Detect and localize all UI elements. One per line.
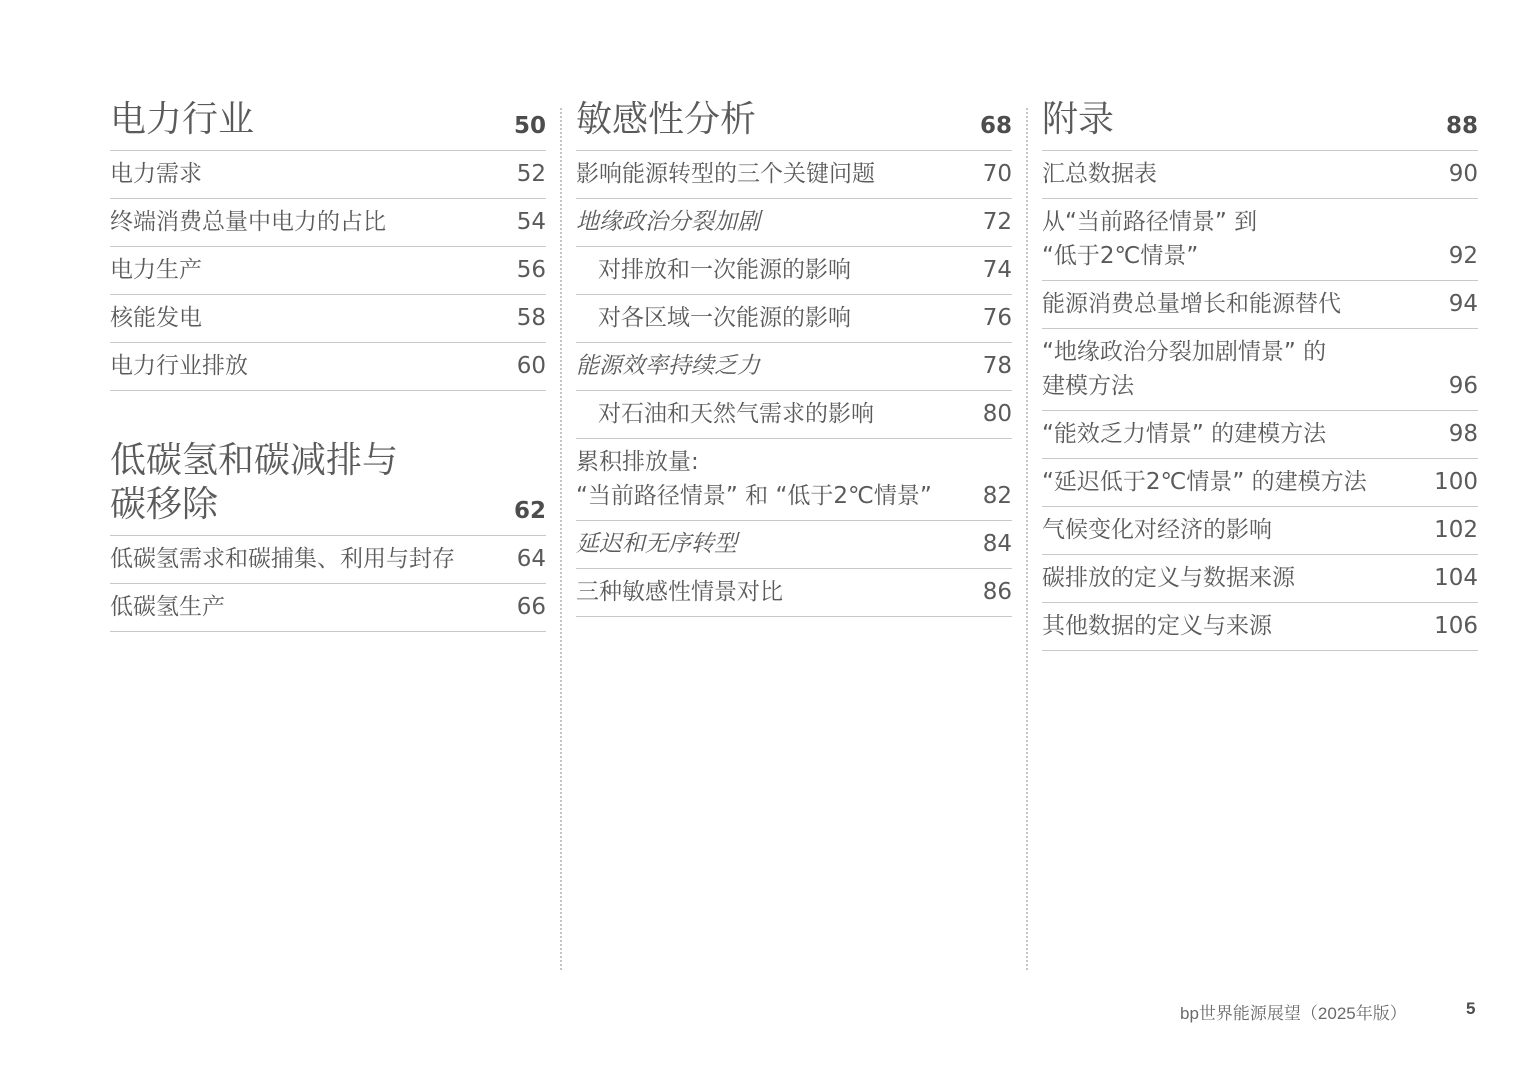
toc-entry-label: 对石油和天然气需求的影响 [598, 401, 874, 427]
toc-entry [110, 295, 546, 343]
toc-entry-label: 三种敏感性情景对比 [576, 579, 783, 605]
toc-entry-page-number: 74 [982, 257, 1012, 283]
toc-entry-page-number: 58 [516, 305, 546, 331]
toc-entry [576, 521, 1012, 569]
toc-entry-page-number: 78 [982, 353, 1012, 379]
toc-entry [576, 569, 1012, 617]
toc-entry [1042, 151, 1478, 199]
toc-entry [576, 151, 1012, 199]
toc-section [110, 98, 546, 391]
section-heading [110, 439, 546, 536]
toc-entry [1042, 281, 1478, 329]
toc-entry-label: “延迟低于2℃情景” 的建模方法 [1042, 469, 1367, 495]
toc-entry [1042, 507, 1478, 555]
footer-page-number: 5 [1466, 999, 1476, 1018]
toc-entry-page-number: 72 [982, 209, 1012, 235]
toc-entry-page-number: 80 [982, 401, 1012, 427]
toc-entry-label: 低碳氢需求和碳捕集、利用与封存 [110, 546, 455, 572]
column-divider [560, 108, 562, 970]
toc-column-2 [576, 98, 1012, 617]
toc-entry [110, 151, 546, 199]
toc-entry [576, 247, 1012, 295]
toc-entry-label: 能源效率持续乏力 [576, 353, 760, 379]
toc-entry-label: 其他数据的定义与来源 [1042, 613, 1272, 639]
section-page-number: 88 [1445, 113, 1478, 139]
section-page-number: 68 [979, 113, 1012, 139]
toc-column-1 [110, 98, 546, 632]
toc-entry-label: 从“当前路径情景” 到 “低于2℃情景” [1042, 209, 1258, 269]
toc-entry [110, 584, 546, 632]
toc-entry-page-number: 100 [1434, 469, 1478, 495]
toc-entry [1042, 329, 1478, 411]
toc-entry-label: 电力行业排放 [110, 353, 248, 379]
toc-entry-page-number: 64 [516, 546, 546, 572]
toc-entry [1042, 555, 1478, 603]
toc-entry-label: 核能发电 [110, 305, 202, 331]
toc-entry-label: 能源消费总量增长和能源替代 [1042, 291, 1341, 317]
toc-entry-label: 影响能源转型的三个关键问题 [576, 161, 875, 187]
toc-entry [576, 295, 1012, 343]
toc-entry [1042, 411, 1478, 459]
toc-entry [1042, 603, 1478, 651]
toc-entry-page-number: 106 [1434, 613, 1478, 639]
section-title: 敏感性分析 [576, 99, 757, 140]
toc-entry-label: 电力生产 [110, 257, 202, 283]
toc-entry-label: 延迟和无序转型 [576, 531, 737, 557]
toc-entry-label: 电力需求 [110, 161, 202, 187]
toc-column-3 [1042, 98, 1478, 651]
toc-entry-label: 终端消费总量中电力的占比 [110, 209, 386, 235]
toc-entry-label: 地缘政治分裂加剧 [576, 209, 760, 235]
section-title: 电力行业 [110, 99, 255, 140]
toc-entry-label: 累积排放量: “当前路径情景” 和 “低于2℃情景” [576, 449, 932, 509]
column-divider [1026, 108, 1028, 970]
section-heading [576, 98, 1012, 151]
toc-entry [110, 536, 546, 584]
toc-entry-label: 碳排放的定义与数据来源 [1042, 565, 1295, 591]
toc-section [576, 98, 1012, 617]
toc-entry [110, 247, 546, 295]
toc-entry-page-number: 102 [1434, 517, 1478, 543]
toc-entry [576, 391, 1012, 439]
toc-entry-page-number: 70 [982, 161, 1012, 187]
toc-entry-page-number: 92 [1448, 243, 1478, 269]
toc-entry [576, 343, 1012, 391]
toc-entry [1042, 199, 1478, 281]
toc-entry-page-number: 66 [516, 594, 546, 620]
toc-entry-label: 对排放和一次能源的影响 [598, 257, 851, 283]
toc-entry-label: “能效乏力情景” 的建模方法 [1042, 421, 1327, 447]
toc-entry-page-number: 56 [516, 257, 546, 283]
section-title: 附录 [1042, 99, 1115, 140]
toc-entry-page-number: 60 [516, 353, 546, 379]
toc-entry-page-number: 84 [982, 531, 1012, 557]
toc-entry-page-number: 54 [516, 209, 546, 235]
toc-section [1042, 98, 1478, 651]
toc-entry-page-number: 82 [982, 483, 1012, 509]
toc-entry-page-number: 86 [982, 579, 1012, 605]
toc-entry-page-number: 76 [982, 305, 1012, 331]
footer-publication-title: bp世界能源展望（2025年版） [1180, 1004, 1407, 1023]
toc-entry-page-number: 52 [516, 161, 546, 187]
toc-entry-label: 汇总数据表 [1042, 161, 1157, 187]
section-heading [1042, 98, 1478, 151]
toc-entry-label: “地缘政治分裂加剧情景” 的 建模方法 [1042, 339, 1327, 399]
toc-entry-label: 对各区域一次能源的影响 [598, 305, 851, 331]
toc-entry-page-number: 104 [1434, 565, 1478, 591]
toc-section [110, 439, 546, 632]
toc-entry [576, 199, 1012, 247]
toc-entry [576, 439, 1012, 521]
section-page-number: 50 [513, 113, 546, 139]
toc-entry [110, 199, 546, 247]
toc-entry [110, 343, 546, 391]
toc-entry-page-number: 94 [1448, 291, 1478, 317]
toc-entry-page-number: 98 [1448, 421, 1478, 447]
toc-entry [1042, 459, 1478, 507]
section-heading [110, 98, 546, 151]
toc-entry-label: 低碳氢生产 [110, 594, 225, 620]
toc-entry-label: 气候变化对经济的影响 [1042, 517, 1272, 543]
toc-entry-page-number: 90 [1448, 161, 1478, 187]
section-title: 低碳氢和碳减排与 碳移除 [110, 440, 399, 525]
toc-entry-page-number: 96 [1448, 373, 1478, 399]
section-page-number: 62 [513, 498, 546, 524]
